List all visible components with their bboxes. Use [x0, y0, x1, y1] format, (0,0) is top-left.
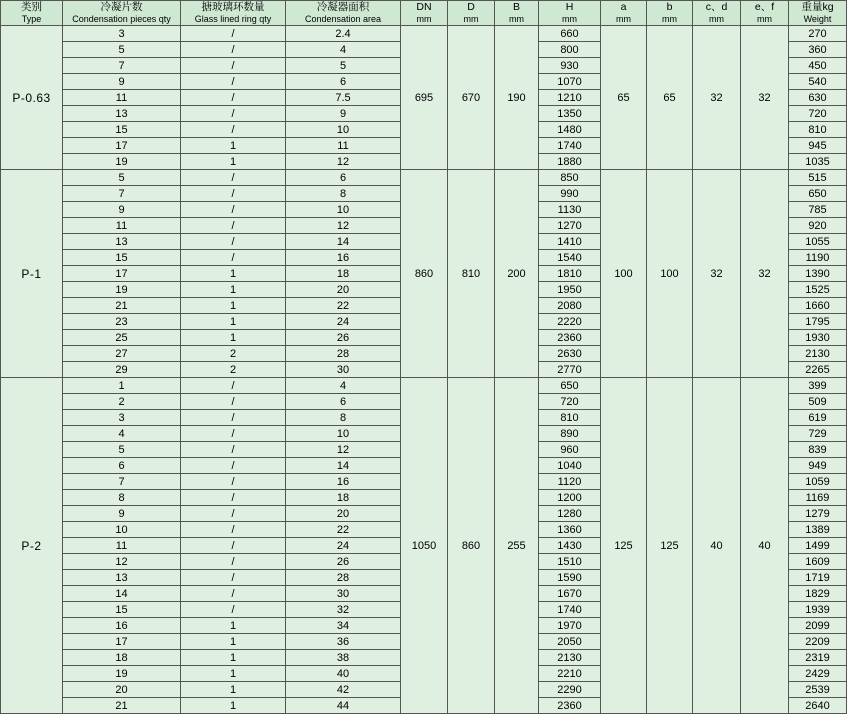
cell-pieces: 14	[63, 586, 181, 602]
cell-rings: /	[181, 586, 286, 602]
table-body	[1, 26, 847, 714]
cell-area: 14	[286, 234, 401, 250]
cell-weight: 1930	[789, 330, 847, 346]
cell-b: 190	[495, 26, 539, 170]
cell-rings: /	[181, 602, 286, 618]
cell-a: 65	[601, 26, 647, 170]
cell-area: 28	[286, 570, 401, 586]
cell-pieces: 5	[63, 170, 181, 186]
cell-weight: 1389	[789, 522, 847, 538]
cell-d: 860	[448, 378, 495, 714]
cell-area: 12	[286, 154, 401, 170]
cell-pieces: 7	[63, 474, 181, 490]
cell-area: 18	[286, 490, 401, 506]
col-header-a	[601, 1, 647, 26]
cell-h: 810	[539, 410, 601, 426]
cell-ef: 40	[741, 378, 789, 714]
cell-weight: 839	[789, 442, 847, 458]
cell-area: 36	[286, 634, 401, 650]
cell-pieces: 9	[63, 506, 181, 522]
cell-weight: 1719	[789, 570, 847, 586]
cell-h: 1130	[539, 202, 601, 218]
cell-rings: 1	[181, 634, 286, 650]
col-header-area	[286, 1, 401, 26]
cell-weight: 1169	[789, 490, 847, 506]
cell-area: 22	[286, 522, 401, 538]
cell-h: 1410	[539, 234, 601, 250]
cell-area: 2.4	[286, 26, 401, 42]
cell-area: 4	[286, 42, 401, 58]
cell-pieces: 12	[63, 554, 181, 570]
cell-weight: 1499	[789, 538, 847, 554]
cell-area: 40	[286, 666, 401, 682]
col-header-weight	[789, 1, 847, 26]
cell-rings: 1	[181, 266, 286, 282]
cell-h: 930	[539, 58, 601, 74]
cell-area: 6	[286, 74, 401, 90]
cell-pieces: 21	[63, 298, 181, 314]
cell-rings: /	[181, 170, 286, 186]
table-header-row	[1, 1, 847, 26]
cell-pieces: 7	[63, 186, 181, 202]
cell-pieces: 15	[63, 602, 181, 618]
cell-area: 30	[286, 362, 401, 378]
cell-pieces: 17	[63, 266, 181, 282]
cell-pieces: 9	[63, 202, 181, 218]
cell-pieces: 17	[63, 138, 181, 154]
col-header-h-unit: mm	[562, 14, 577, 25]
cell-b2: 125	[647, 378, 693, 714]
cell-pieces: 25	[63, 330, 181, 346]
cell-pieces: 3	[63, 26, 181, 42]
cell-area: 24	[286, 314, 401, 330]
cell-a: 100	[601, 170, 647, 378]
cell-h: 1430	[539, 538, 601, 554]
cell-weight: 630	[789, 90, 847, 106]
col-header-ef-unit: mm	[757, 14, 772, 25]
cell-pieces: 13	[63, 570, 181, 586]
cell-rings: /	[181, 74, 286, 90]
cell-pieces: 19	[63, 282, 181, 298]
col-header-pieces-cn: 冷凝片数	[100, 1, 143, 13]
cell-area: 6	[286, 394, 401, 410]
cell-h: 2080	[539, 298, 601, 314]
cell-pieces: 23	[63, 314, 181, 330]
cell-cd: 32	[693, 26, 741, 170]
cell-weight: 2265	[789, 362, 847, 378]
cell-h: 2770	[539, 362, 601, 378]
cell-h: 1880	[539, 154, 601, 170]
cell-h: 2290	[539, 682, 601, 698]
cell-h: 1360	[539, 522, 601, 538]
cell-cd: 40	[693, 378, 741, 714]
cell-ef: 32	[741, 26, 789, 170]
cell-weight: 1055	[789, 234, 847, 250]
cell-rings: /	[181, 410, 286, 426]
cell-rings: 1	[181, 618, 286, 634]
cell-h: 850	[539, 170, 601, 186]
cell-h: 1540	[539, 250, 601, 266]
col-header-weight-en: Weight	[803, 14, 832, 25]
col-header-pieces	[63, 1, 181, 26]
table-header	[1, 1, 847, 26]
cell-weight: 515	[789, 170, 847, 186]
cell-h: 1670	[539, 586, 601, 602]
cell-rings: /	[181, 218, 286, 234]
cell-rings: 1	[181, 666, 286, 682]
cell-h: 660	[539, 26, 601, 42]
cell-rings: /	[181, 570, 286, 586]
cell-weight: 619	[789, 410, 847, 426]
cell-weight: 1609	[789, 554, 847, 570]
cell-rings: /	[181, 490, 286, 506]
col-header-area-en: Condensation area	[304, 14, 382, 25]
col-header-d	[448, 1, 495, 26]
cell-h: 1590	[539, 570, 601, 586]
cell-h: 650	[539, 378, 601, 394]
cell-pieces: 17	[63, 634, 181, 650]
cell-h: 990	[539, 186, 601, 202]
col-header-type	[1, 1, 63, 26]
cell-area: 20	[286, 282, 401, 298]
cell-h: 1810	[539, 266, 601, 282]
cell-weight: 1390	[789, 266, 847, 282]
cell-pieces: 6	[63, 458, 181, 474]
cell-rings: /	[181, 426, 286, 442]
cell-h: 800	[539, 42, 601, 58]
cell-h: 1120	[539, 474, 601, 490]
cell-area: 8	[286, 186, 401, 202]
cell-weight: 2099	[789, 618, 847, 634]
col-header-rings-en: Glass lined ring qty	[194, 14, 272, 25]
cell-rings: /	[181, 122, 286, 138]
cell-area: 32	[286, 602, 401, 618]
col-header-b2	[647, 1, 693, 26]
cell-area: 10	[286, 122, 401, 138]
cell-area: 7.5	[286, 90, 401, 106]
cell-pieces: 1	[63, 378, 181, 394]
col-header-h-cn: H	[565, 1, 574, 13]
cell-weight: 729	[789, 426, 847, 442]
cell-rings: 1	[181, 330, 286, 346]
cell-weight: 1279	[789, 506, 847, 522]
cell-weight: 810	[789, 122, 847, 138]
cell-weight: 920	[789, 218, 847, 234]
cell-rings: /	[181, 186, 286, 202]
cell-rings: 1	[181, 314, 286, 330]
cell-rings: /	[181, 202, 286, 218]
cell-weight: 1939	[789, 602, 847, 618]
cell-h: 2220	[539, 314, 601, 330]
col-header-dn	[401, 1, 448, 26]
cell-rings: /	[181, 458, 286, 474]
cell-h: 960	[539, 442, 601, 458]
col-header-a-cn: a	[620, 1, 627, 13]
cell-h: 1970	[539, 618, 601, 634]
cell-area: 26	[286, 330, 401, 346]
cell-rings: /	[181, 554, 286, 570]
col-header-cd-unit: mm	[709, 14, 724, 25]
cell-pieces: 13	[63, 106, 181, 122]
cell-pieces: 15	[63, 250, 181, 266]
cell-weight: 1660	[789, 298, 847, 314]
cell-area: 14	[286, 458, 401, 474]
cell-weight: 2640	[789, 698, 847, 714]
cell-b2: 100	[647, 170, 693, 378]
cell-rings: 1	[181, 154, 286, 170]
col-header-type-cn: 类别	[21, 1, 42, 13]
cell-pieces: 9	[63, 74, 181, 90]
cell-weight: 270	[789, 26, 847, 42]
cell-weight: 2209	[789, 634, 847, 650]
cell-weight: 650	[789, 186, 847, 202]
cell-h: 2130	[539, 650, 601, 666]
cell-pieces: 18	[63, 650, 181, 666]
cell-area: 16	[286, 474, 401, 490]
cell-pieces: 16	[63, 618, 181, 634]
col-header-b-cn: B	[512, 1, 520, 13]
col-header-cd-cn: c、d	[705, 1, 728, 13]
cell-area: 6	[286, 170, 401, 186]
table-row	[1, 378, 847, 394]
cell-area: 28	[286, 346, 401, 362]
cell-area: 4	[286, 378, 401, 394]
cell-h: 1480	[539, 122, 601, 138]
cell-area: 9	[286, 106, 401, 122]
col-header-b	[495, 1, 539, 26]
cell-area: 22	[286, 298, 401, 314]
cell-area: 10	[286, 202, 401, 218]
cell-h: 2360	[539, 698, 601, 714]
cell-ef: 32	[741, 170, 789, 378]
cell-pieces: 7	[63, 58, 181, 74]
cell-rings: /	[181, 474, 286, 490]
cell-b: 200	[495, 170, 539, 378]
col-header-d-unit: mm	[463, 14, 479, 25]
cell-pieces: 29	[63, 362, 181, 378]
cell-weight: 1035	[789, 154, 847, 170]
cell-area: 44	[286, 698, 401, 714]
cell-rings: /	[181, 506, 286, 522]
cell-weight: 2130	[789, 346, 847, 362]
cell-rings: /	[181, 250, 286, 266]
cell-weight: 785	[789, 202, 847, 218]
cell-pieces: 19	[63, 154, 181, 170]
cell-pieces: 15	[63, 122, 181, 138]
col-header-b2-unit: mm	[662, 14, 677, 25]
cell-rings: /	[181, 442, 286, 458]
cell-type: P-1	[1, 170, 63, 378]
cell-area: 42	[286, 682, 401, 698]
table-row	[1, 26, 847, 42]
cell-rings: /	[181, 394, 286, 410]
cell-rings: 1	[181, 138, 286, 154]
col-header-b2-cn: b	[666, 1, 673, 13]
cell-rings: /	[181, 538, 286, 554]
cell-pieces: 13	[63, 234, 181, 250]
cell-weight: 949	[789, 458, 847, 474]
cell-rings: 2	[181, 362, 286, 378]
cell-type: P-0.63	[1, 26, 63, 170]
cell-pieces: 8	[63, 490, 181, 506]
cell-h: 720	[539, 394, 601, 410]
cell-dn: 860	[401, 170, 448, 378]
cell-weight: 720	[789, 106, 847, 122]
cell-pieces: 3	[63, 410, 181, 426]
col-header-ef	[741, 1, 789, 26]
cell-rings: 1	[181, 682, 286, 698]
cell-area: 10	[286, 426, 401, 442]
cell-pieces: 21	[63, 698, 181, 714]
cell-pieces: 11	[63, 90, 181, 106]
cell-rings: /	[181, 106, 286, 122]
cell-rings: 1	[181, 698, 286, 714]
col-header-cd	[693, 1, 741, 26]
cell-rings: 1	[181, 650, 286, 666]
cell-weight: 945	[789, 138, 847, 154]
col-header-weight-cn: 重量kg	[801, 1, 834, 13]
cell-cd: 32	[693, 170, 741, 378]
table-row	[1, 170, 847, 186]
cell-pieces: 11	[63, 538, 181, 554]
cell-weight: 360	[789, 42, 847, 58]
cell-h: 2210	[539, 666, 601, 682]
cell-rings: 2	[181, 346, 286, 362]
cell-b: 255	[495, 378, 539, 714]
cell-h: 1280	[539, 506, 601, 522]
cell-b2: 65	[647, 26, 693, 170]
cell-weight: 1059	[789, 474, 847, 490]
cell-rings: 1	[181, 282, 286, 298]
cell-rings: /	[181, 58, 286, 74]
cell-rings: /	[181, 90, 286, 106]
cell-type: P-2	[1, 378, 63, 714]
cell-area: 38	[286, 650, 401, 666]
cell-weight: 1795	[789, 314, 847, 330]
cell-weight: 399	[789, 378, 847, 394]
col-header-ef-cn: e、f	[754, 1, 775, 13]
cell-a: 125	[601, 378, 647, 714]
col-header-h	[539, 1, 601, 26]
cell-area: 24	[286, 538, 401, 554]
cell-h: 890	[539, 426, 601, 442]
cell-weight: 2319	[789, 650, 847, 666]
cell-h: 2630	[539, 346, 601, 362]
col-header-b-unit: mm	[509, 14, 524, 25]
col-header-rings	[181, 1, 286, 26]
col-header-dn-unit: mm	[416, 14, 432, 25]
cell-rings: 1	[181, 298, 286, 314]
cell-h: 1350	[539, 106, 601, 122]
cell-weight: 1829	[789, 586, 847, 602]
col-header-pieces-en: Condensation pieces qty	[72, 14, 171, 25]
cell-h: 1950	[539, 282, 601, 298]
cell-rings: /	[181, 378, 286, 394]
cell-area: 11	[286, 138, 401, 154]
col-header-dn-cn: DN	[416, 1, 432, 13]
cell-pieces: 19	[63, 666, 181, 682]
cell-weight: 1525	[789, 282, 847, 298]
cell-d: 810	[448, 170, 495, 378]
cell-pieces: 5	[63, 42, 181, 58]
cell-rings: /	[181, 234, 286, 250]
cell-rings: /	[181, 522, 286, 538]
cell-rings: /	[181, 42, 286, 58]
cell-pieces: 20	[63, 682, 181, 698]
cell-weight: 540	[789, 74, 847, 90]
cell-h: 1200	[539, 490, 601, 506]
cell-area: 12	[286, 442, 401, 458]
cell-weight: 2429	[789, 666, 847, 682]
col-header-d-cn: D	[467, 1, 475, 13]
cell-area: 12	[286, 218, 401, 234]
cell-weight: 509	[789, 394, 847, 410]
cell-pieces: 10	[63, 522, 181, 538]
cell-area: 5	[286, 58, 401, 74]
cell-d: 670	[448, 26, 495, 170]
col-header-rings-cn: 搪玻璃环数量	[201, 1, 265, 13]
col-header-a-unit: mm	[616, 14, 631, 25]
cell-pieces: 2	[63, 394, 181, 410]
col-header-area-cn: 冷凝器面积	[316, 1, 370, 13]
cell-h: 1740	[539, 602, 601, 618]
cell-pieces: 11	[63, 218, 181, 234]
cell-h: 1510	[539, 554, 601, 570]
cell-area: 18	[286, 266, 401, 282]
cell-area: 26	[286, 554, 401, 570]
cell-pieces: 27	[63, 346, 181, 362]
cell-weight: 2539	[789, 682, 847, 698]
cell-dn: 695	[401, 26, 448, 170]
col-header-type-en: Type	[21, 14, 42, 25]
cell-h: 1070	[539, 74, 601, 90]
cell-weight: 450	[789, 58, 847, 74]
cell-area: 16	[286, 250, 401, 266]
cell-pieces: 4	[63, 426, 181, 442]
cell-area: 34	[286, 618, 401, 634]
cell-area: 8	[286, 410, 401, 426]
cell-h: 1210	[539, 90, 601, 106]
cell-dn: 1050	[401, 378, 448, 714]
cell-pieces: 5	[63, 442, 181, 458]
cell-h: 1740	[539, 138, 601, 154]
cell-weight: 1190	[789, 250, 847, 266]
cell-rings: /	[181, 26, 286, 42]
cell-h: 2050	[539, 634, 601, 650]
cell-h: 2360	[539, 330, 601, 346]
cell-area: 20	[286, 506, 401, 522]
cell-h: 1040	[539, 458, 601, 474]
cell-area: 30	[286, 586, 401, 602]
cell-h: 1270	[539, 218, 601, 234]
